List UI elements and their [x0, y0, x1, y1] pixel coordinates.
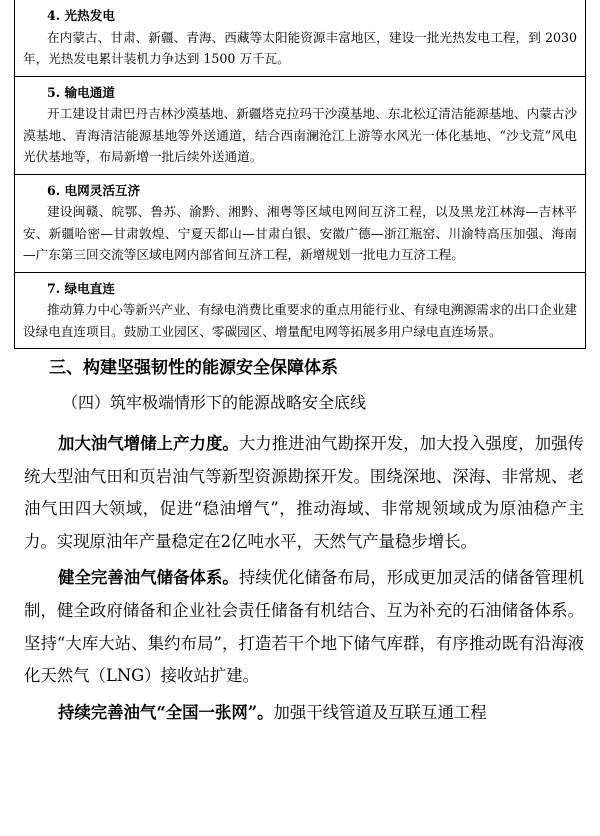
subsection-heading: （四）筑牢极端情形下的能源战略安全底线: [62, 393, 367, 412]
section-heading: 三、构建坚强韧性的能源安全保障体系: [49, 358, 338, 378]
paragraph: [24, 697, 584, 730]
paragraph-lead: 加大油气增储上产力度。: [58, 434, 239, 453]
box-title: 7. 绿电直连: [47, 280, 115, 296]
project-boxes: [14, 0, 586, 349]
box-solar-thermal: [14, 0, 586, 77]
box-body: 在内蒙古、甘肃、新疆、青海、西藏等太阳能资源丰富地区，建设一批光热发电工程，到 2030 年，光热发电累计装机力争达到 1500 万千瓦。: [23, 29, 577, 66]
paragraph-text: 大力推进油气勘探开发，加大投入强度，加强传统大型油气田和页岩油气等新型资源勘探开发。围绕深地、深海、非常规、老油气田四大领域，促进“稳油增气”，推动海域、非常规领域成为原油稳产主力。实现原油年产量稳定在2亿吨水平，天然气产量稳步增长。: [24, 434, 585, 551]
main-text: [24, 354, 584, 733]
paragraph-text: 加强干线管道及互联互通工程: [273, 702, 487, 722]
box-green-power-direct: [14, 273, 586, 350]
box-title: 4. 光热发电: [47, 8, 115, 23]
box-body: 推动算力中心等新兴产业、有绿电消费比重要求的重点用能行业、有绿电溯源需求的出口企业建设绿电直连项目。鼓励工业园区、零碳园区、增量配电网等拓展多用户绿电直连场景。: [23, 302, 577, 339]
paragraph: [24, 562, 584, 692]
paragraph: [24, 428, 584, 558]
box-grid-interconnection: [14, 175, 586, 273]
box-title: 5. 输电通道: [47, 84, 115, 100]
box-title: 6. 电网灵活互济: [47, 182, 141, 198]
paragraph-lead: 持续完善油气“全国一张网”。: [58, 702, 274, 722]
paragraph-text: 持续优化储备布局，形成更加灵活的储备管理机制，健全政府储备和企业社会责任储备有机结合、互为补充的石油储备体系。坚持“大库大站、集约布局”，打造若干个地下储气库群，有序推动既有沿海液化天然气（LNG）接收站扩建。: [24, 568, 585, 686]
box-body: 建设闽赣、皖鄂、鲁苏、渝黔、湘黔、湘粤等区域电网间互济工程，以及黑龙江林海—吉林平安、新疆哈密—甘肃敦煌、宁夏天都山—甘肃白银、安徽广德—浙江瓶窑、川渝特高压加强、海南—广东第三回交流等区域电网内部省间互济工程，新增规划一批电力互济工程。: [23, 204, 577, 262]
box-body: 开工建设甘肃巴丹吉林沙漠基地、新疆塔克拉玛干沙漠基地、东北松辽清洁能源基地、内蒙古沙漠基地、青海清洁能源基地等外送通道，结合西南澜沧江上游等水风光一体化基地、“沙戈荒”风电光伏基地等，布局新增一批后续外送通道。: [23, 106, 577, 164]
paragraph-lead: 健全完善油气储备体系。: [58, 568, 239, 588]
box-transmission-channel: [14, 77, 586, 175]
